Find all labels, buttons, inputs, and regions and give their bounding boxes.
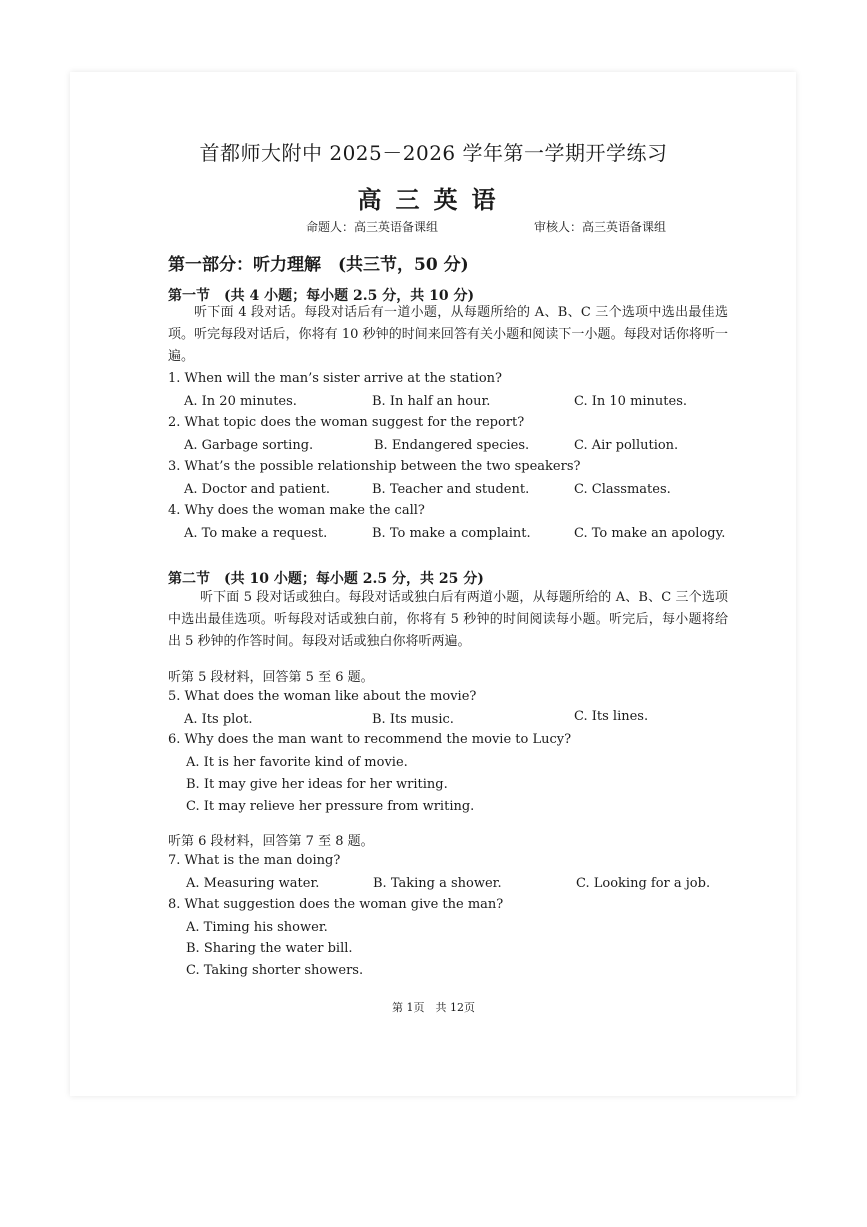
question-6-stem: 6. Why does the man want to recommend the movie to Lucy? [168,732,572,747]
question-8-option-a: A. Timing his shower. [186,920,328,935]
question-5-option-b: B. Its music. [372,712,454,727]
question-8-option-c: C. Taking shorter showers. [186,963,364,978]
question-4-option-c: C. To make an apology. [574,526,726,541]
question-7-option-a: A. Measuring water. [186,876,320,891]
question-8-stem: 8. What suggestion does the woman give the man? [168,897,504,912]
question-4-option-b: B. To make a complaint. [372,526,531,541]
exam-title: 首都师大附中 2025－2026 学年第一学期开学练习 [199,141,668,165]
author-label: 命题人：高三英语备课组 [306,220,439,234]
material-5-heading: 听第 5 段材料，回答第 5 至 6 题。 [168,670,374,685]
question-2-option-a: A. Garbage sorting. [184,438,314,453]
question-1-option-c: C. In 10 minutes. [574,394,688,409]
question-3-option-c: C. Classmates. [574,482,671,497]
question-3-option-a: A. Doctor and patient. [184,482,331,497]
question-3-option-b: B. Teacher and student. [372,482,530,497]
section2-instructions: 听下面 5 段对话或独白。每段对话或独白后有两道小题，从每题所给的 A、B、C 三个选项中选出最佳选项。听每段对话或独白前，你将有 5 秒钟的时间阅读每小题。听完后，每小题将给出 5 秒钟的作答时间。每段对话或独白你将听两遍。 [168,590,728,649]
question-4-stem: 4. Why does the woman make the call? [168,503,425,518]
question-2-stem: 2. What topic does the woman suggest for the report? [168,415,525,430]
reviewer-label: 审核人：高三英语备课组 [534,220,667,234]
question-2-option-c: C. Air pollution. [574,438,679,453]
question-6-option-c: C. It may relieve her pressure from writing. [186,799,475,814]
question-1-stem: 1. When will the man’s sister arrive at the station? [168,371,503,386]
section2-heading: 第二节 (共 10 小题；每小题 2.5 分，共 25 分) [168,571,484,587]
question-5-option-a: A. Its plot. [184,712,253,727]
section1-instructions: 听下面 4 段对话。每段对话后有一道小题，从每题所给的 A、B、C 三个选项中选出最佳选项。听完每段对话后，你将有 10 秒钟的时间来回答有关小题和阅读下一小题。每段对话你将听一遍。 [168,305,728,364]
question-1-option-b: B. In half an hour. [372,394,491,409]
question-7-stem: 7. What is the man doing? [168,853,341,868]
question-7-option-b: B. Taking a shower. [373,876,502,891]
question-8-option-b: B. Sharing the water bill. [186,941,353,956]
question-6-option-b: B. It may give her ideas for her writing. [186,777,448,792]
question-7-option-c: C. Looking for a job. [576,876,711,891]
material-6-heading: 听第 6 段材料，回答第 7 至 8 题。 [168,834,374,849]
question-5-stem: 5. What does the woman like about the movie? [168,689,477,704]
question-4-option-a: A. To make a request. [184,526,328,541]
question-1-option-a: A. In 20 minutes. [184,394,297,409]
section1-heading: 第一节 (共 4 小题；每小题 2.5 分，共 10 分) [168,288,475,304]
question-2-option-b: B. Endangered species. [374,438,530,453]
question-6-option-a: A. It is her favorite kind of movie. [186,755,408,770]
question-5-option-c: C. Its lines. [574,709,649,724]
page-number: 第 1页 共 12页 [392,1001,475,1014]
exam-subtitle: 高三英语 [357,185,510,214]
part1-heading: 第一部分：听力理解 (共三节，50 分) [168,255,469,275]
question-3-stem: 3. What’s the possible relationship between the two speakers? [168,459,581,474]
